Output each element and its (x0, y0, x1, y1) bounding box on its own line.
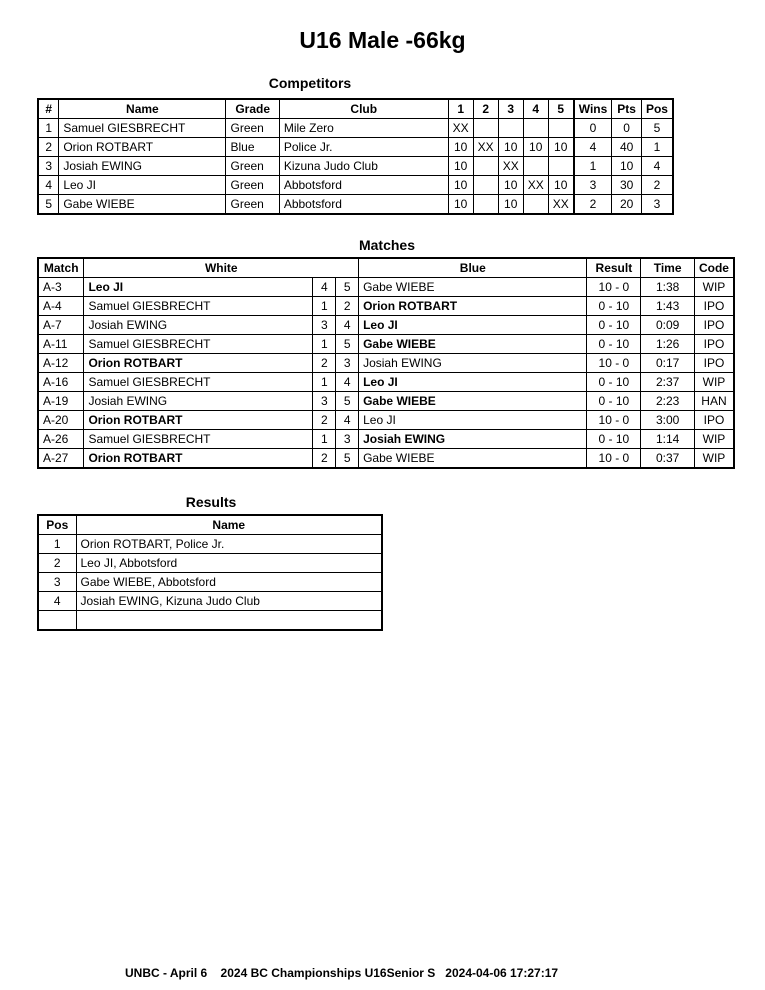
competitor-name: Samuel GIESBRECHT (59, 119, 226, 138)
match-time: 0:37 (641, 449, 695, 469)
result-position: 2 (38, 554, 76, 573)
match-result: 10 - 0 (587, 354, 641, 373)
blue-competitor: Josiah EWING (359, 354, 587, 373)
competitor-points: 10 (612, 157, 642, 176)
blue-number: 4 (336, 411, 359, 430)
matches-heading: Matches (358, 237, 416, 253)
score-vs-2: XX (473, 138, 498, 157)
white-number: 4 (313, 278, 336, 297)
col-club: Club (279, 99, 448, 119)
score-vs-3 (498, 119, 523, 138)
match-time: 1:38 (641, 278, 695, 297)
col-pts: Pts (612, 99, 642, 119)
col-result: Result (587, 258, 641, 278)
result-row (38, 554, 382, 573)
competitor-club: Police Jr. (279, 138, 448, 157)
competitor-number: 3 (38, 157, 59, 176)
white-competitor: Josiah EWING (84, 316, 313, 335)
competitor-points: 30 (612, 176, 642, 195)
match-time: 0:17 (641, 354, 695, 373)
competitor-club: Abbotsford (279, 195, 448, 215)
competitor-name: Gabe WIEBE (59, 195, 226, 215)
competitor-position: 5 (641, 119, 673, 138)
competitors-header-row (38, 99, 673, 119)
white-number: 1 (313, 430, 336, 449)
col-match: Match (38, 258, 84, 278)
score-vs-5: 10 (548, 176, 574, 195)
match-code: WIP (694, 278, 734, 297)
blue-number: 3 (336, 430, 359, 449)
blue-number: 5 (336, 449, 359, 469)
blue-number: 5 (336, 278, 359, 297)
white-competitor: Samuel GIESBRECHT (84, 373, 313, 392)
match-id: A-19 (38, 392, 84, 411)
matches-header-row (38, 258, 734, 278)
competitor-club: Mile Zero (279, 119, 448, 138)
score-vs-4 (523, 157, 548, 176)
match-result: 0 - 10 (587, 335, 641, 354)
score-vs-1: 10 (448, 157, 473, 176)
match-code: HAN (694, 392, 734, 411)
competitor-name: Leo JI (59, 176, 226, 195)
match-code: IPO (694, 411, 734, 430)
score-vs-4: 10 (523, 138, 548, 157)
match-row (38, 278, 734, 297)
score-vs-1: 10 (448, 195, 473, 215)
result-name (76, 611, 382, 631)
col-result-pos: Pos (38, 515, 76, 535)
match-row (38, 411, 734, 430)
score-vs-1: XX (448, 119, 473, 138)
result-row (38, 573, 382, 592)
competitor-points: 0 (612, 119, 642, 138)
match-id: A-7 (38, 316, 84, 335)
white-competitor: Samuel GIESBRECHT (84, 297, 313, 316)
result-position (38, 611, 76, 631)
match-code: WIP (694, 449, 734, 469)
match-code: WIP (694, 430, 734, 449)
score-vs-3: 10 (498, 176, 523, 195)
competitor-row (38, 138, 673, 157)
match-time: 1:43 (641, 297, 695, 316)
white-competitor: Leo JI (84, 278, 313, 297)
col-score-1: 1 (448, 99, 473, 119)
score-vs-2 (473, 157, 498, 176)
score-vs-3: XX (498, 157, 523, 176)
competitor-name: Orion ROTBART (59, 138, 226, 157)
white-number: 3 (313, 316, 336, 335)
competitor-row (38, 176, 673, 195)
blue-competitor: Josiah EWING (359, 430, 587, 449)
match-result: 0 - 10 (587, 373, 641, 392)
match-code: IPO (694, 354, 734, 373)
blue-number: 4 (336, 373, 359, 392)
competitor-position: 4 (641, 157, 673, 176)
score-vs-5 (548, 157, 574, 176)
blue-number: 2 (336, 297, 359, 316)
competitor-number: 1 (38, 119, 59, 138)
match-id: A-4 (38, 297, 84, 316)
page-title: U16 Male -66kg (299, 27, 466, 53)
match-id: A-26 (38, 430, 84, 449)
result-name: Orion ROTBART, Police Jr. (76, 535, 382, 554)
match-id: A-27 (38, 449, 84, 469)
match-id: A-16 (38, 373, 84, 392)
col-pos: Pos (641, 99, 673, 119)
white-competitor: Samuel GIESBRECHT (84, 335, 313, 354)
result-row (38, 592, 382, 611)
score-vs-5: XX (548, 195, 574, 215)
col-time: Time (641, 258, 695, 278)
match-code: IPO (694, 316, 734, 335)
match-time: 0:09 (641, 316, 695, 335)
white-number: 3 (313, 392, 336, 411)
competitor-wins: 0 (574, 119, 612, 138)
competitor-position: 1 (641, 138, 673, 157)
results-header-row (38, 515, 382, 535)
blue-competitor: Orion ROTBART (359, 297, 587, 316)
match-row (38, 373, 734, 392)
col-score-3: 3 (498, 99, 523, 119)
match-time: 2:37 (641, 373, 695, 392)
match-id: A-20 (38, 411, 84, 430)
competitor-club: Abbotsford (279, 176, 448, 195)
blue-number: 5 (336, 392, 359, 411)
competitors-table (37, 98, 674, 215)
match-row (38, 335, 734, 354)
white-number: 2 (313, 449, 336, 469)
score-vs-2 (473, 176, 498, 195)
competitor-grade: Green (226, 119, 279, 138)
competitor-name: Josiah EWING (59, 157, 226, 176)
match-row (38, 430, 734, 449)
competitor-points: 40 (612, 138, 642, 157)
blue-competitor: Leo JI (359, 373, 587, 392)
competitors-heading: Competitors (268, 75, 352, 91)
match-result: 0 - 10 (587, 316, 641, 335)
competitor-wins: 3 (574, 176, 612, 195)
score-vs-1: 10 (448, 176, 473, 195)
col-name: Name (59, 99, 226, 119)
result-name: Leo JI, Abbotsford (76, 554, 382, 573)
col-wins: Wins (574, 99, 612, 119)
competitor-wins: 2 (574, 195, 612, 215)
matches-table (37, 257, 735, 469)
competitor-points: 20 (612, 195, 642, 215)
blue-number: 3 (336, 354, 359, 373)
competitor-row (38, 119, 673, 138)
match-time: 2:23 (641, 392, 695, 411)
match-time: 1:14 (641, 430, 695, 449)
result-position: 1 (38, 535, 76, 554)
competitor-wins: 4 (574, 138, 612, 157)
col-code: Code (694, 258, 734, 278)
blue-competitor: Leo JI (359, 411, 587, 430)
match-row (38, 354, 734, 373)
score-vs-2 (473, 119, 498, 138)
col-white: White (84, 258, 359, 278)
col-result-name: Name (76, 515, 382, 535)
match-result: 10 - 0 (587, 449, 641, 469)
score-vs-5 (548, 119, 574, 138)
white-competitor: Orion ROTBART (84, 411, 313, 430)
result-name: Josiah EWING, Kizuna Judo Club (76, 592, 382, 611)
footer-text: UNBC - April 6 2024 BC Championships U16Senior S 2024-04-06 17:27:17 (125, 966, 559, 980)
col-score-4: 4 (523, 99, 548, 119)
white-number: 1 (313, 373, 336, 392)
match-code: IPO (694, 297, 734, 316)
competitor-grade: Green (226, 195, 279, 215)
blue-competitor: Gabe WIEBE (359, 278, 587, 297)
competitor-number: 5 (38, 195, 59, 215)
col-score-2: 2 (473, 99, 498, 119)
white-competitor: Orion ROTBART (84, 449, 313, 469)
competitor-wins: 1 (574, 157, 612, 176)
match-id: A-11 (38, 335, 84, 354)
score-vs-4 (523, 119, 548, 138)
match-time: 1:26 (641, 335, 695, 354)
match-code: IPO (694, 335, 734, 354)
match-row (38, 449, 734, 469)
competitor-position: 2 (641, 176, 673, 195)
white-number: 2 (313, 354, 336, 373)
match-row (38, 316, 734, 335)
score-vs-4: XX (523, 176, 548, 195)
score-vs-2 (473, 195, 498, 215)
col-blue: Blue (359, 258, 587, 278)
competitor-grade: Green (226, 176, 279, 195)
competitor-grade: Blue (226, 138, 279, 157)
competitor-number: 2 (38, 138, 59, 157)
competitor-grade: Green (226, 157, 279, 176)
score-vs-5: 10 (548, 138, 574, 157)
match-id: A-3 (38, 278, 84, 297)
match-result: 0 - 10 (587, 297, 641, 316)
white-competitor: Samuel GIESBRECHT (84, 430, 313, 449)
results-table (37, 514, 383, 631)
competitor-row (38, 157, 673, 176)
blue-competitor: Gabe WIEBE (359, 335, 587, 354)
blue-competitor: Gabe WIEBE (359, 449, 587, 469)
competitor-position: 3 (641, 195, 673, 215)
score-vs-4 (523, 195, 548, 215)
competitor-row (38, 195, 673, 215)
white-number: 1 (313, 335, 336, 354)
result-row (38, 535, 382, 554)
match-id: A-12 (38, 354, 84, 373)
score-vs-3: 10 (498, 195, 523, 215)
match-result: 10 - 0 (587, 411, 641, 430)
match-row (38, 392, 734, 411)
blue-number: 4 (336, 316, 359, 335)
competitor-club: Kizuna Judo Club (279, 157, 448, 176)
col-grade: Grade (226, 99, 279, 119)
col-num: # (38, 99, 59, 119)
match-result: 0 - 10 (587, 430, 641, 449)
white-number: 2 (313, 411, 336, 430)
match-row (38, 297, 734, 316)
result-position: 3 (38, 573, 76, 592)
match-result: 10 - 0 (587, 278, 641, 297)
white-number: 1 (313, 297, 336, 316)
white-competitor: Orion ROTBART (84, 354, 313, 373)
col-score-5: 5 (548, 99, 574, 119)
match-code: WIP (694, 373, 734, 392)
match-time: 3:00 (641, 411, 695, 430)
result-name: Gabe WIEBE, Abbotsford (76, 573, 382, 592)
results-heading: Results (185, 494, 237, 510)
competitor-number: 4 (38, 176, 59, 195)
white-competitor: Josiah EWING (84, 392, 313, 411)
match-result: 0 - 10 (587, 392, 641, 411)
score-vs-3: 10 (498, 138, 523, 157)
blue-competitor: Gabe WIEBE (359, 392, 587, 411)
blue-number: 5 (336, 335, 359, 354)
blue-competitor: Leo JI (359, 316, 587, 335)
result-row (38, 611, 382, 631)
result-position: 4 (38, 592, 76, 611)
score-vs-1: 10 (448, 138, 473, 157)
